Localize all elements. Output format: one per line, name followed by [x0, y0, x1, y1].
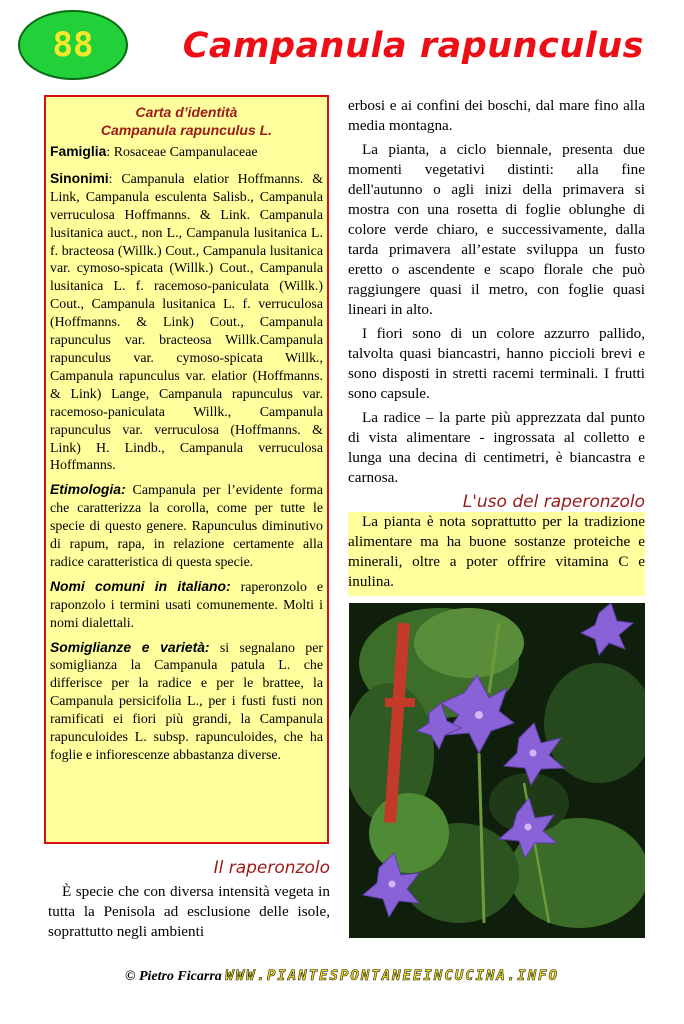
uso-text: La pianta è nota soprattutto per la tradizione alimentare ma ha buone sostanze proteiche e minerali, oltre a poter offrire vitamina C e inulina. — [348, 513, 645, 590]
nomi-comuni-text: raperonzolo e raponzolo i termini usati comunemente. Molti i nomi dialettali. — [50, 579, 323, 631]
etimologia-entry — [50, 481, 323, 572]
raperonzolo-heading: Il raperonzolo — [213, 858, 330, 878]
etimologia-label: Etimologia: — [50, 481, 126, 498]
raperonzolo-paragraph-3: I fiori sono di un colore azzurro pallido, talvolta quasi biancastri, hanno piccioli brevi e sono disposti in stretti racemi terminali. I frutti sono capsule. — [348, 325, 645, 402]
uso-box — [348, 512, 645, 596]
nomi-comuni-label: Nomi comuni in italiano: — [50, 577, 231, 594]
famiglia-value: : Rosaceae Campanulaceae — [106, 145, 258, 160]
raperonzolo-paragraph-4: La radice – la parte più apprezzata dal punto di vista alimentare - ingrossata al colletto e lunga una decina di centimetri, è biancastra e carnosa. — [348, 409, 645, 486]
footer-website-link[interactable]: WWW.PIANTESPONTANEEINCUCINA.INFO — [225, 968, 559, 984]
uso-heading: L'uso del raperonzolo — [462, 492, 645, 512]
sinonimi-entry — [50, 170, 323, 475]
famiglia-label: Famiglia — [50, 143, 107, 159]
somiglianze-entry — [50, 639, 323, 765]
page-title: Campanula rapunculus — [182, 26, 644, 66]
nomi-comuni-entry — [50, 578, 323, 633]
raperonzolo-paragraph-1: È specie che con diversa intensità vegeta in tutta la Penisola ad esclusione delle isole, soprattutto negli ambienti — [48, 883, 330, 940]
sinonimi-text: : Campanula elatior Hoffmanns. & Link, Campanula esculenta Salisb., Campanula verruculosa Hoffmanns. & Link. Campanula lusitanica auct., non L., Campanula lusitanica L. f. bracteosa (Willk.) Cout., Campanula lusitanica var. cymoso-spicata (Willk.) Cout., Campanula lusitanica L. f. racemoso-paniculata (Willk.) Cout., Campanula lusitanica L. f. verruculosa (Hoffmanns. & Link) Cout., Campanula rapunculus var. bracteosa Willk.Campanula rapunculus var. cymoso-spicata Willk., Campanula rapunculus var. elatior (Hoffmanns. & Link) Lange, Campanula rapunculus var. racemoso-paniculata Willk., Campanula rapunculus var. verruculosa (Hoffmanns. & Link) H. Lindb., Campanula verruculosa Hoffmanns. — [50, 171, 323, 474]
famiglia-entry — [50, 143, 323, 162]
etimologia-text: Campanula per l’evidente forma che caratterizza la corolla, come per tutte le specie di questo genere. Rapunculus diminutivo di rapum, rapa, in relazione certamente alla radice caratteristica di questa specie. — [50, 483, 323, 570]
identity-card-species: Campanula rapunculus L. — [100, 122, 273, 138]
campanula-flower-illustration — [349, 603, 645, 938]
raperonzolo-section — [48, 858, 330, 942]
raperonzolo-paragraph-1-continued: erbosi e ai confini dei boschi, dal mare fino alla media montagna. — [348, 97, 645, 134]
somiglianze-label: Somiglianze e varietà: — [50, 638, 210, 655]
right-column-text — [348, 96, 645, 492]
campanula-photo — [349, 603, 645, 938]
footer — [0, 968, 684, 985]
footer-author: © Pietro Ficarra — [124, 969, 222, 984]
page-number-badge: 88 — [18, 10, 128, 80]
somiglianze-text: si segnalano per somiglianza la Campanula patula L. che differisce per la radice e per le brattee, la Campanula persicifolia L., per i fusti fusti non ramificati ei fiori più grandi, la Campanula rapunculoides L. subsp. rapunculoides, che ha foglie e infiorescenze abbastanza diverse. — [50, 640, 323, 763]
identity-card-heading: Carta d’identità — [135, 104, 238, 120]
sinonimi-label: Sinonimi — [50, 169, 109, 186]
identity-card — [44, 95, 329, 844]
raperonzolo-paragraph-2: La pianta, a ciclo biennale, presenta due momenti vegetativi distinti: alla fine dell'autunno o agli inizi della primavera si mostra con una rosetta di foglie oblunghe di colore verde chiaro, e successivamente, dalla tarda primavera all’estate sviluppa un fusto eretto o ascendente e scapo florale che può raggiungere quasi il metro, con foglie quasi lineari in alto. — [348, 141, 645, 318]
